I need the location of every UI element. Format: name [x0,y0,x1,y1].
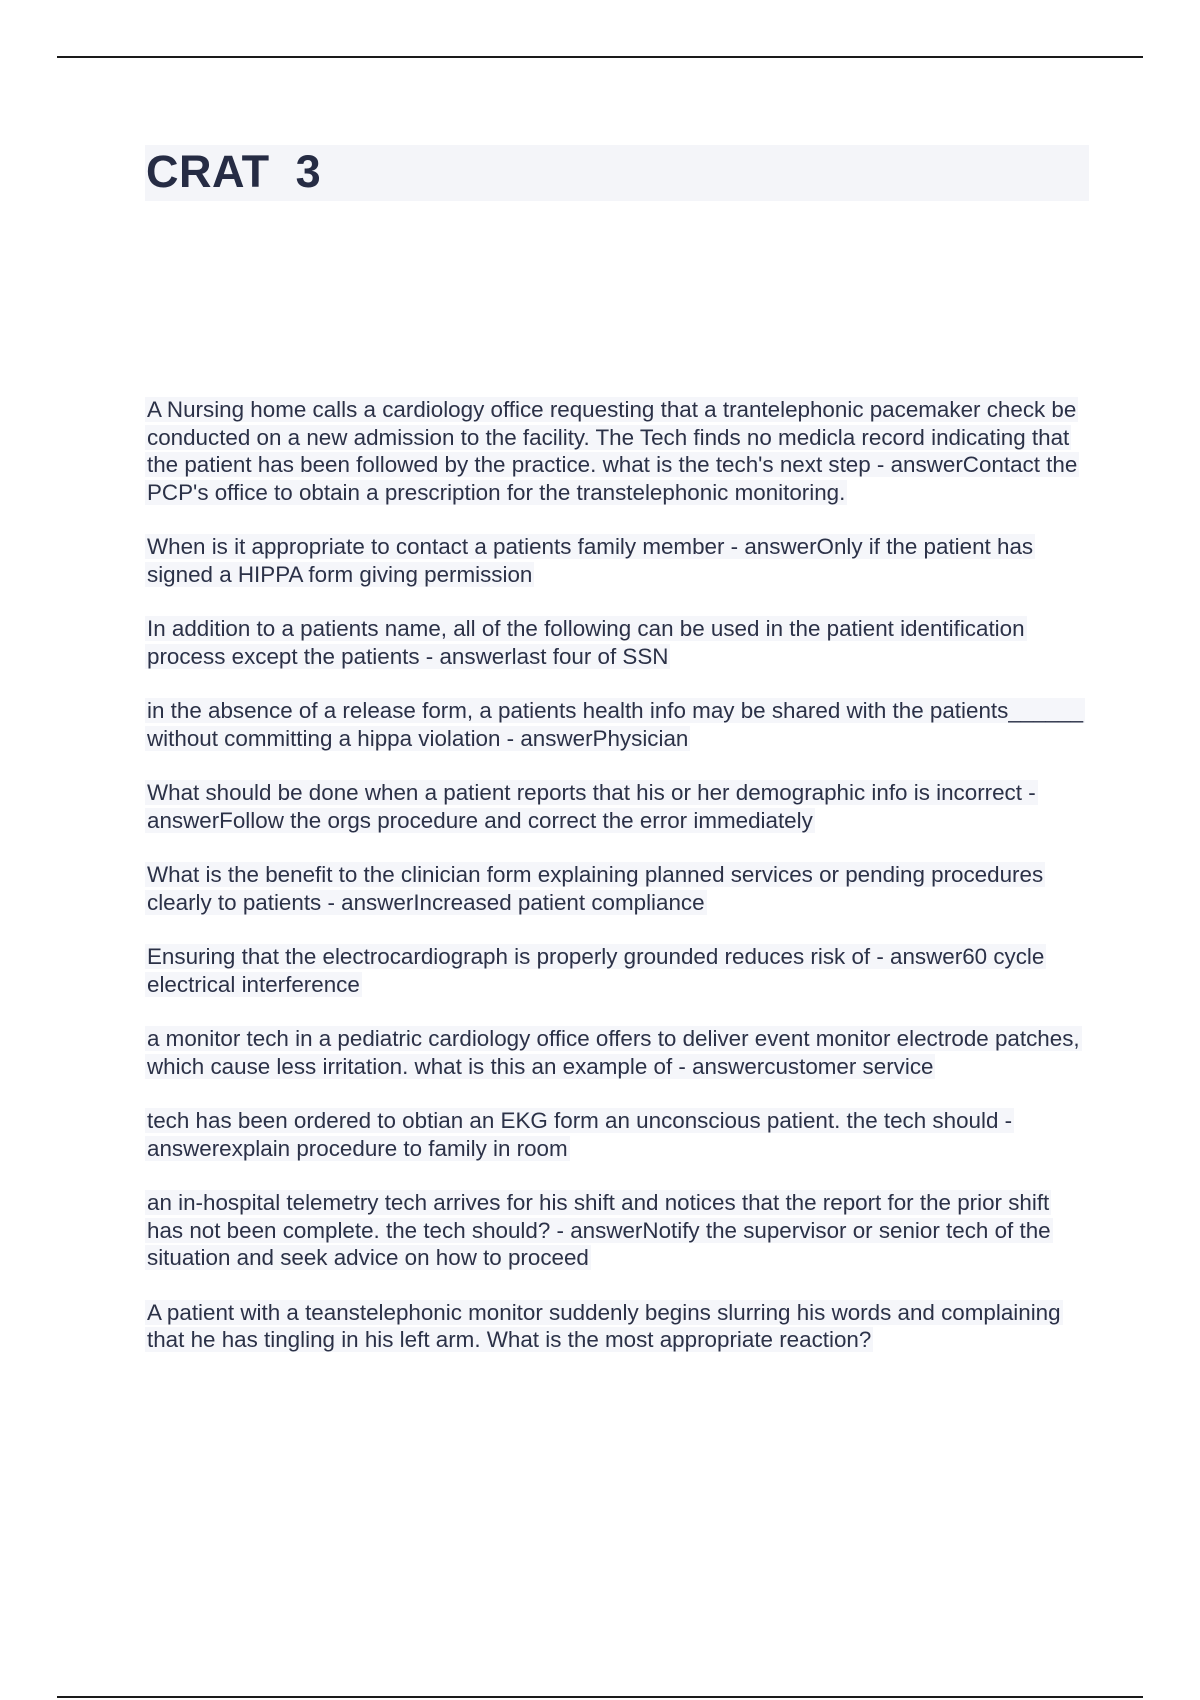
qa-item-text: A Nursing home calls a cardiology office requesting that a trantelephonic pacemaker check be conducted on a new admission to the facility. The Tech finds no medicla record indicating that the patient has been followed by the practice. what is the tech's next step - answerContact the PCP's office to obtain a prescription for the transtelephonic monitoring. [147,397,1078,505]
qa-item [145,396,1085,506]
qa-item [145,779,1085,834]
qa-item [145,533,1085,588]
qa-item [145,943,1085,998]
qa-item [145,1189,1085,1272]
qa-item [145,697,1085,752]
qa-item-text: an in-hospital telemetry tech arrives for his shift and notices that the report for the prior shift has not been complete. the tech should? - answerNotify the supervisor or senior tech of the situation and seek advice on how to proceed [147,1190,1051,1270]
qa-item [145,861,1085,916]
qa-item [145,615,1085,670]
qa-item [145,1299,1085,1354]
qa-item-text: In addition to a patients name, all of the following can be used in the patient identification process except the patients - answerlast four of SSN [147,616,1025,669]
qa-item-text: What should be done when a patient reports that his or her demographic info is incorrect - answerFollow the orgs procedure and correct the error immediately [147,780,1036,833]
qa-item-text: A patient with a teanstelephonic monitor suddenly begins slurring his words and complaining that he has tingling in his left arm. What is the most appropriate reaction? [147,1299,1061,1352]
qa-item-text: in the absence of a release form, a patients health info may be shared with the patients______ without committing a hippa violation - answerPhysician [147,698,1084,751]
top-rule [57,56,1143,58]
qa-item [145,1025,1085,1080]
qa-list [145,396,1085,1381]
bottom-rule [57,1696,1143,1698]
qa-item-text: When is it appropriate to contact a patients family member - answerOnly if the patient has signed a HIPPA form giving permission [147,534,1034,587]
qa-item-text: a monitor tech in a pediatric cardiology office offers to deliver event monitor electrode patches, which cause less irritation. what is this an example of - answercustomer service [147,1026,1080,1079]
qa-item-text: Ensuring that the electrocardiograph is properly grounded reduces risk of - answer60 cycle electrical interference [147,944,1045,997]
qa-item-text: tech has been ordered to obtian an EKG form an unconscious patient. the tech should - answerexplain procedure to family in room [147,1108,1013,1161]
qa-item-text: What is the benefit to the clinician form explaining planned services or pending procedures clearly to patients - answerIncreased patient compliance [147,862,1044,915]
qa-item [145,1107,1085,1162]
document-title: CRAT 3 [146,146,322,197]
